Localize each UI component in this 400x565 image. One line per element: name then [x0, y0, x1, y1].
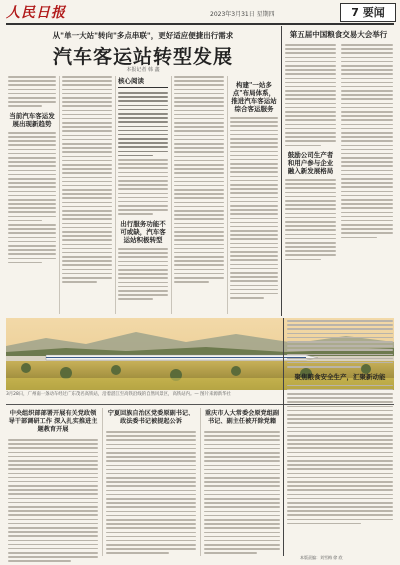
lead-column-3 — [118, 76, 168, 302]
bottom-story-1 — [8, 410, 98, 565]
right-column-divider — [283, 318, 284, 556]
lead-column-5 — [230, 76, 278, 301]
right-story-title: 第五届中国粮食交易大会举行 — [289, 30, 388, 39]
page-section-label: 7 要闻 — [340, 3, 396, 22]
right-column-b — [341, 44, 393, 241]
column-divider — [115, 76, 116, 314]
column-divider — [102, 408, 103, 556]
lead-column-2 — [62, 76, 112, 285]
column-3-subheading: 出行服务功能不可或缺，汽车客运站积极转型 — [120, 220, 166, 245]
lead-byline: 本报记者 韩 鑫 — [126, 67, 160, 73]
column-divider — [171, 76, 172, 314]
newspaper-logo: 人民日报 — [6, 5, 66, 21]
right-column-a — [285, 44, 336, 263]
issue-date: 2023年3月31日 星期四 — [210, 11, 275, 18]
column-divider — [59, 76, 60, 314]
right-subheading-2: 聚焦粮食安全生产，汇聚新动能 — [294, 372, 386, 381]
lead-column-1 — [8, 76, 56, 266]
column-divider — [227, 76, 228, 314]
lead-column-4 — [174, 76, 224, 285]
photo-caption: 3月28日，广州南一条动车经过广东茂名高铁站，沿着湛江至高铁沿线的自然风景区，高铁站内。— 图片来源新华社 — [6, 392, 231, 397]
masthead — [0, 0, 400, 22]
bottom-story-1-headline: 中央组织部部署开展有关党政领导干部调研工作 深入扎实推进主题教育开展 — [8, 410, 98, 433]
right-column-divider — [281, 26, 282, 316]
bottom-story-2-headline: 宁夏回族自治区党委原副书记、政法委书记被提起公诉 — [107, 410, 195, 425]
right-subheading-1: 鼓励公司生产者和用户参与企业融入新发展格局 — [287, 151, 334, 176]
lead-subhead: 从"单一大站"转向"多点串联"，更好适应便捷出行需求 — [52, 31, 234, 40]
bottom-story-3-headline: 重庆市人大常委会原党组副书记、副主任被开除党籍 — [204, 410, 280, 425]
bottom-story-3 — [204, 410, 280, 557]
page-footer: 本版责编：刘雪梅 徐 欣 — [300, 555, 343, 560]
core-reading-label: 核心阅读 — [118, 76, 168, 88]
masthead-rule — [6, 23, 394, 25]
bottom-story-2 — [106, 410, 196, 557]
lead-headline: 汽车客运站转型发展 — [52, 46, 233, 68]
column-divider — [200, 408, 201, 556]
column-5-subheading: 构建"一站多点"布局体系，推进汽车客运站综合客运服务 — [231, 81, 277, 113]
right-column-lower — [287, 320, 393, 527]
column-1-subheading: 当前汽车客运发展出现新趋势 — [9, 111, 55, 128]
